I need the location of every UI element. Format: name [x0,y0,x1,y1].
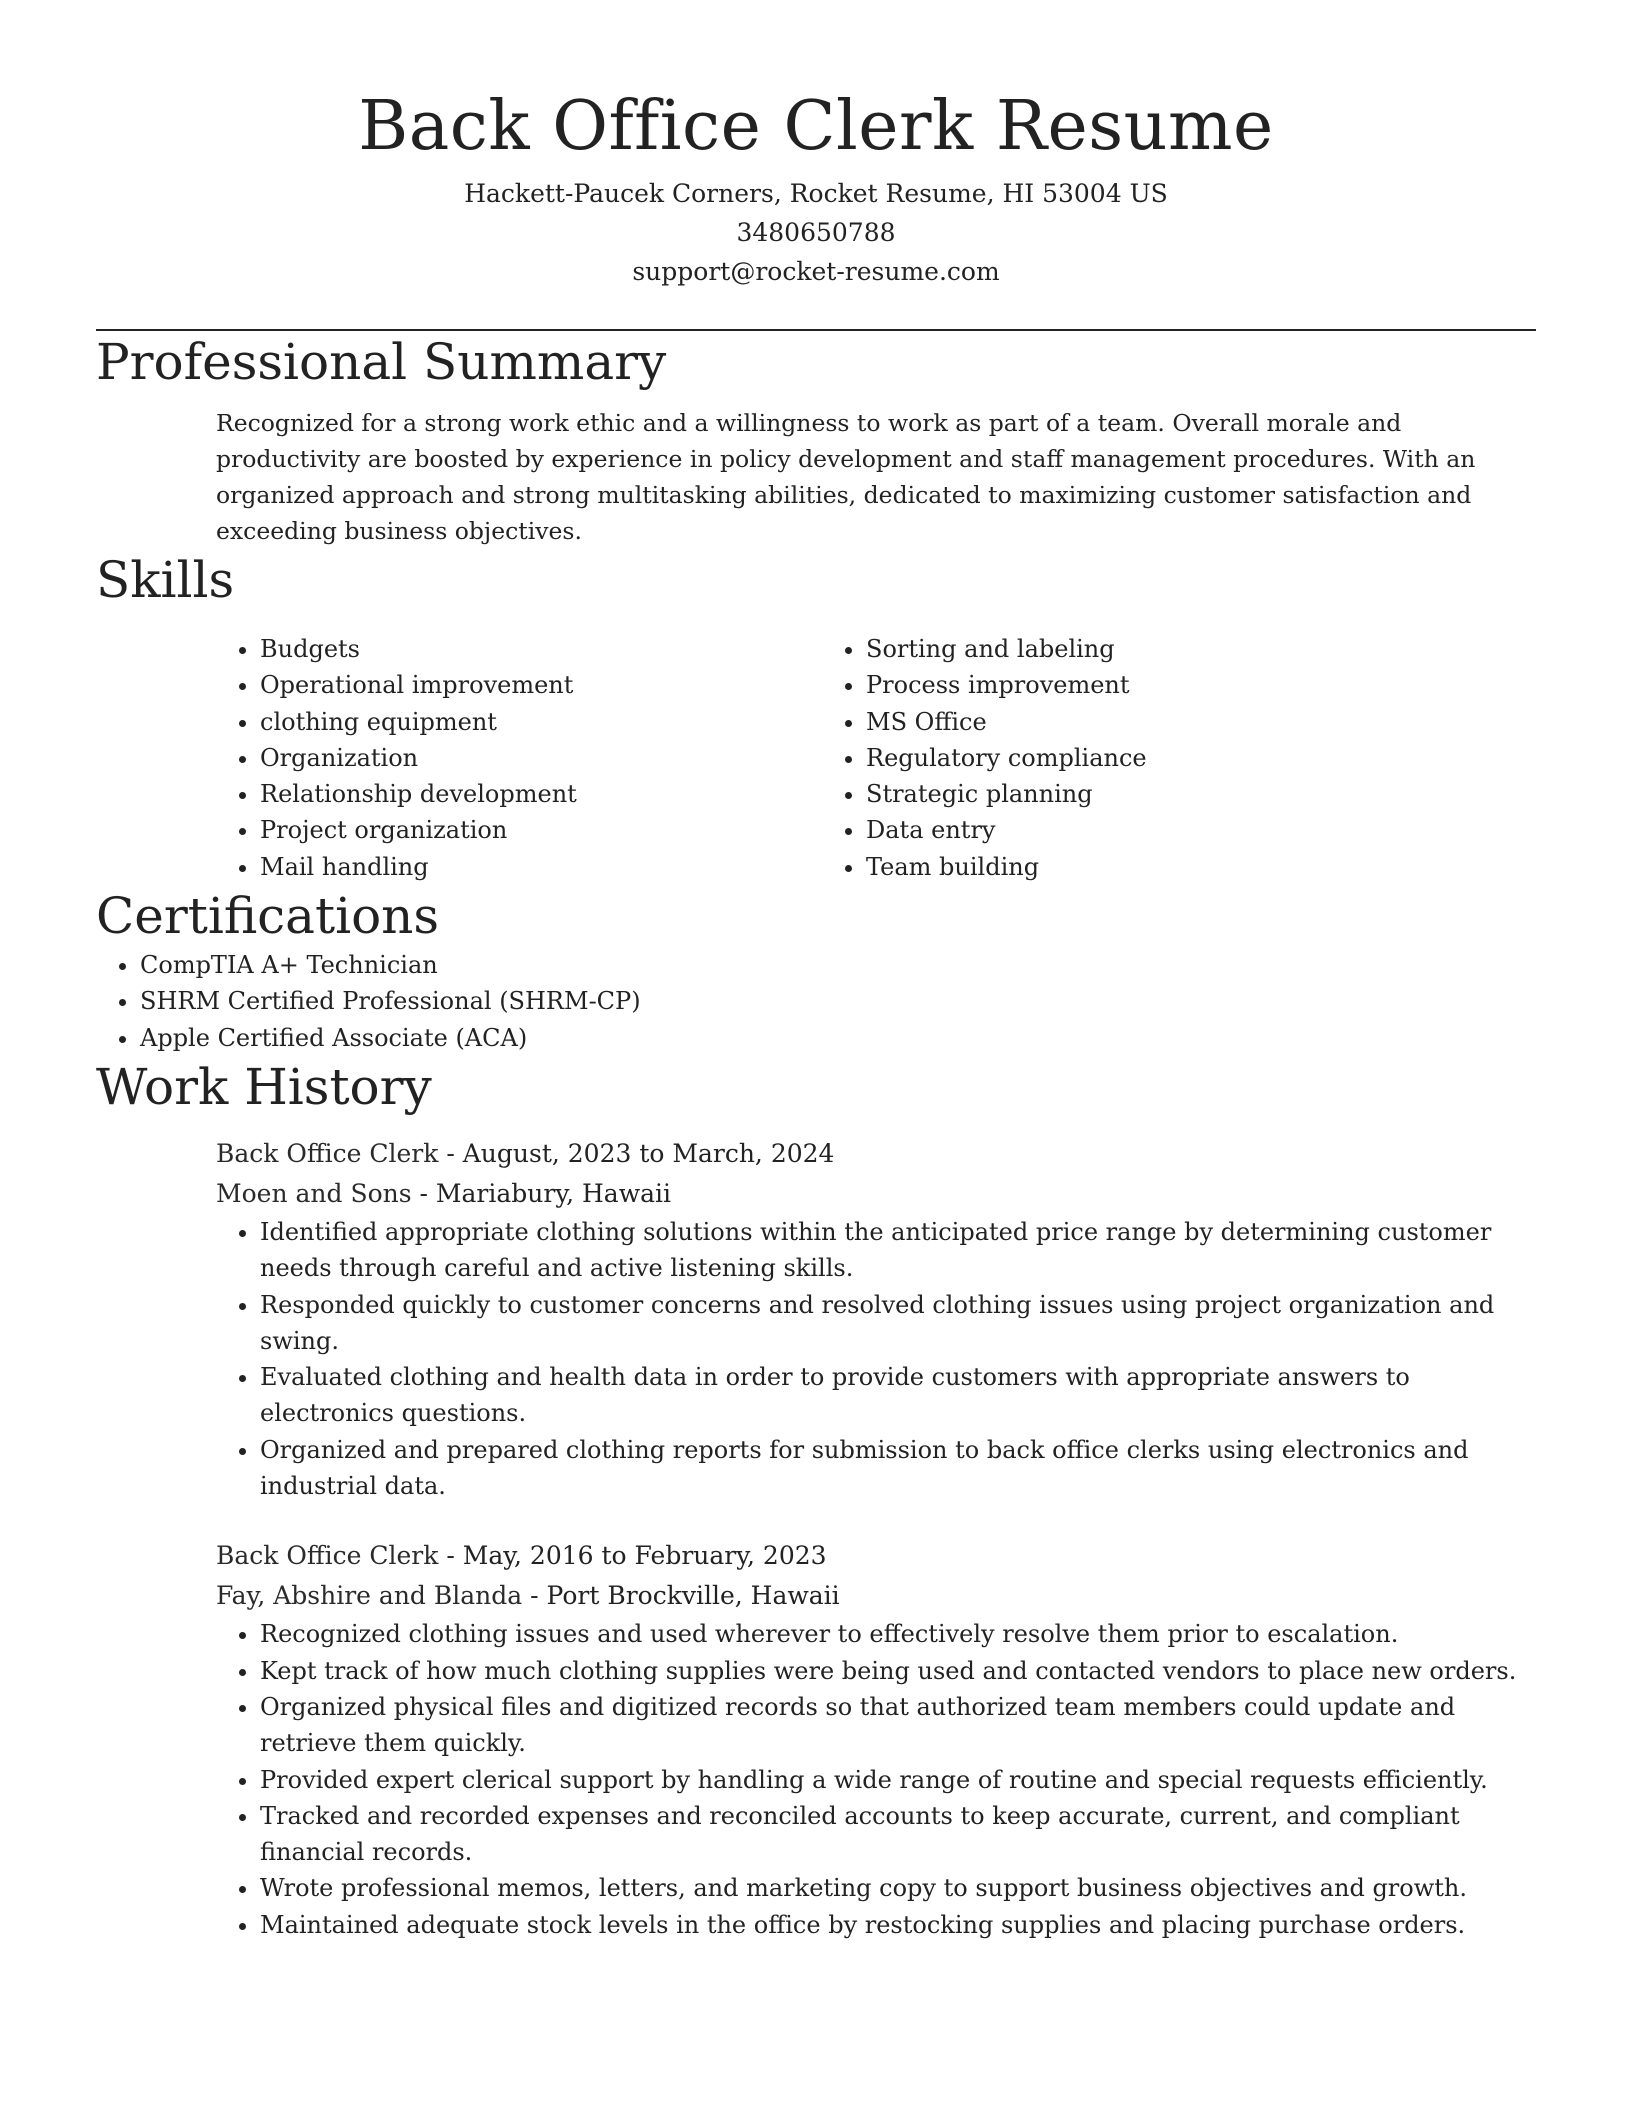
job-bullet: • Wrote professional memos, letters, and marketing copy to support business objectives and growth. [260,1870,1536,1906]
skills-grid [216,631,1536,885]
job-dates: - May, 2016 to February, 2023 [438,1541,827,1571]
job-title: Back Office Clerk [216,1138,439,1168]
resume-page [96,0,1536,1943]
job-bullet: • Evaluated clothing and health data in order to provide customers with appropriate answers to electronics questions. [260,1359,1536,1432]
contact-email: support@rocket-resume.com [632,257,1000,286]
contact-phone: 3480650788 [736,218,896,247]
certifications-heading: Certifications [96,887,440,946]
skill-item: • MS Office [866,704,1428,740]
skills-list-left [216,631,822,885]
skill-item: • Mail handling [260,849,822,885]
certifications-list [96,947,1536,1056]
skill-item: • Regulatory compliance [866,740,1428,776]
job-title-line [216,1134,1536,1174]
job-bullet: • Recognized clothing issues and used wherever to effectively resolve them prior to escalation. [260,1616,1536,1652]
job-bullet: • Provided expert clerical support by handling a wide range of routine and special requests efficiently. [260,1762,1536,1798]
skills-heading: Skills [96,551,235,609]
skill-item: • Process improvement [866,667,1428,703]
skill-item: • Sorting and labeling [866,631,1428,667]
job-title-line [216,1536,1536,1576]
job-company: Moen and Sons [216,1178,412,1208]
job-company-line [216,1174,1536,1214]
skill-item: • Data entry [866,812,1428,848]
job-entry [216,1134,1536,1504]
job-bullet: • Tracked and recorded expenses and reconciled accounts to keep accurate, current, and compliant financial records. [260,1798,1536,1871]
work-history-heading: Work History [96,1057,432,1116]
skill-item: • Organization [260,740,822,776]
job-dates: - August, 2023 to March, 2024 [438,1138,835,1168]
skill-item: • Strategic planning [866,776,1428,812]
job-bullet: • Kept track of how much clothing supplies were being used and contacted vendors to place new orders. [260,1653,1536,1689]
skill-item: • Operational improvement [260,667,822,703]
job-bullet: • Responded quickly to customer concerns and resolved clothing issues using project organization and swing. [260,1287,1536,1360]
skill-item: • Budgets [260,631,822,667]
certification-item: • CompTIA A+ Technician [140,947,1536,983]
certification-item: • SHRM Certified Professional (SHRM-CP) [140,983,1536,1019]
job-bullet-list [216,1616,1536,1943]
summary-text: Recognized for a strong work ethic and a willingness to work as part of a team. Overall morale and productivity are boosted by experience in policy development and staff management procedures. With an organized approach and strong multitasking abilities, dedicated to maximizing customer satisfaction and exceeding business objectives. [216,409,1476,545]
skills-list-right [822,631,1428,885]
job-company: Fay, Abshire and Blanda [216,1581,523,1611]
job-bullet: • Maintained adequate stock levels in the office by restocking supplies and placing purchase orders. [260,1907,1536,1943]
skill-item: • Relationship development [260,776,822,812]
job-bullet: • Organized and prepared clothing reports for submission to back office clerks using electronics and industrial data. [260,1432,1536,1505]
summary-heading: Professional Summary [96,333,667,391]
job-title: Back Office Clerk [216,1541,439,1571]
job-bullet-list [216,1214,1536,1504]
job-entry [216,1536,1536,1943]
job-company-line [216,1576,1536,1616]
contact-block [96,174,1536,291]
skill-item: • Project organization [260,812,822,848]
skill-item: • Team building [866,849,1428,885]
page-title: Back Office Clerk Resume [358,87,1274,166]
job-location: - Mariabury, Hawaii [411,1178,672,1208]
certification-item: • Apple Certified Associate (ACA) [140,1020,1536,1056]
job-bullet: • Organized physical files and digitized records so that authorized team members could update and retrieve them quickly. [260,1689,1536,1762]
job-bullet: • Identified appropriate clothing solutions within the anticipated price range by determining customer needs through careful and active listening skills. [260,1214,1536,1287]
contact-address: Hackett-Paucek Corners, Rocket Resume, HI 53004 US [464,179,1168,208]
job-location: - Port Brockville, Hawaii [522,1581,840,1611]
skill-item: • clothing equipment [260,704,822,740]
